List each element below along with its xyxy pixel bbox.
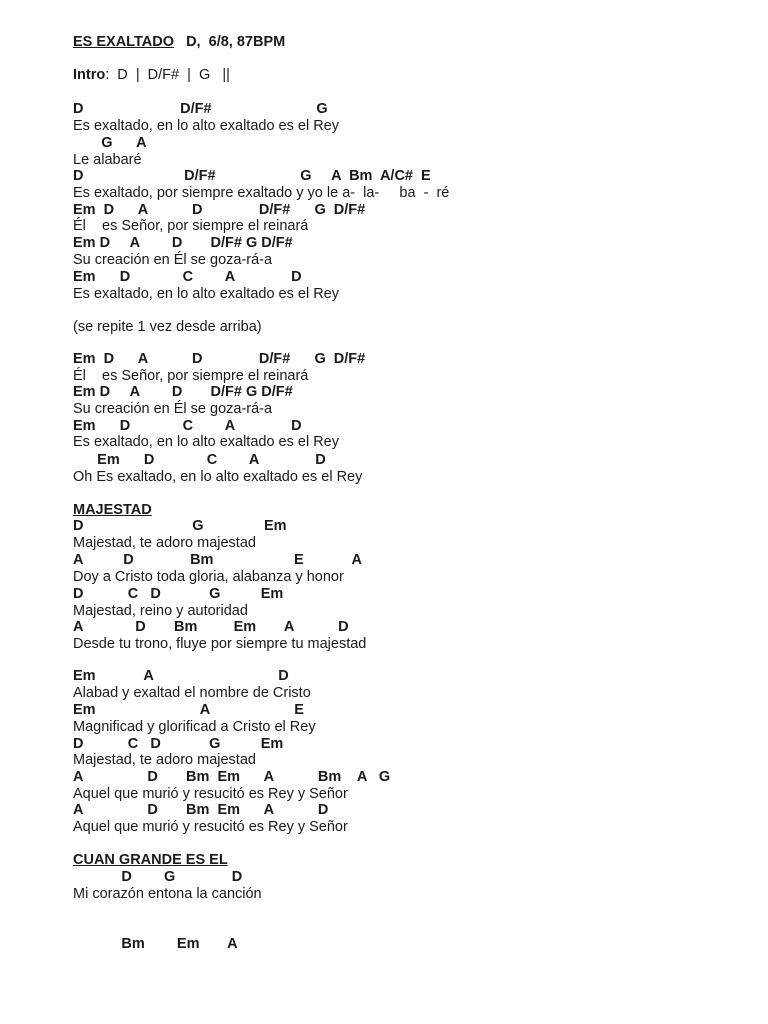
lyric-line: Es exaltado, en lo alto exaltado es el Rey <box>73 118 339 134</box>
lyric-line: Aquel que murió y resucitó es Rey y Señor <box>73 786 348 802</box>
lyric-line: Su creación en Él se goza-rá-a <box>73 252 273 268</box>
lyric-line: Majestad, reino y autoridad <box>73 603 248 619</box>
chord-line: Em D A D D/F# G D/F# <box>73 202 366 218</box>
lyric-line: Oh Es exaltado, en lo alto exaltado es el Rey <box>73 469 363 485</box>
repeat-note: (se repite 1 vez desde arriba) <box>73 319 262 335</box>
song-title-es-exaltado <box>73 34 285 51</box>
song-meta: D, 6/8, 87BPM <box>173 34 286 50</box>
chord-line: Em D A D D/F# G D/F# <box>73 235 293 251</box>
chord-line: A D Bm Em A D <box>73 802 329 818</box>
lyric-line: Es exaltado, en lo alto exaltado es el Rey <box>73 434 339 450</box>
chord-line: D G D <box>73 869 243 885</box>
chord-line: D C D G Em <box>73 586 284 602</box>
chord-line: Em D A D D/F# G D/F# <box>73 384 293 400</box>
intro-line <box>73 67 230 84</box>
chord-line: A D Bm Em A Bm A G <box>73 769 391 785</box>
lyric-line: Majestad, te adoro majestad <box>73 535 256 551</box>
lyric-line: Es exaltado, en lo alto exaltado es el Rey <box>73 286 339 302</box>
chord-line: Em D C A D <box>73 418 302 434</box>
chord-line: A D Bm E A <box>73 552 362 568</box>
lyric-line: Doy a Cristo toda gloria, alabanza y honor <box>73 569 344 585</box>
chord-line: Em A D <box>73 668 289 684</box>
song-title-text: MAJESTAD <box>73 502 152 518</box>
chord-line: D D/F# G A Bm A/C# E <box>73 168 431 184</box>
chord-line: Bm Em A <box>73 936 238 952</box>
song-title-majestad <box>73 502 152 519</box>
chord-line: Em D C A D <box>73 269 302 285</box>
lyric-line: Él es Señor, por siempre el reinará <box>73 218 309 234</box>
chord-line: D G Em <box>73 518 287 534</box>
chord-line: Em A E <box>73 702 304 718</box>
chord-line: A D Bm Em A D <box>73 619 349 635</box>
lyric-line: Su creación en Él se goza-rá-a <box>73 401 273 417</box>
lyric-line: Alabad y exaltad el nombre de Cristo <box>73 685 311 701</box>
song-title-cuan-grande <box>73 852 228 869</box>
lyric-line: Él es Señor, por siempre el reinará <box>73 368 309 384</box>
lyric-line: Le alabaré <box>73 152 142 168</box>
intro-label: Intro <box>73 67 106 83</box>
song-title-text: CUAN GRANDE ES EL <box>73 852 228 868</box>
lyric-line: Es exaltado, por siempre exaltado y yo le a- la- ba - ré <box>73 185 450 201</box>
song-title-text: ES EXALTADO <box>73 34 174 50</box>
chord-line: D D/F# G <box>73 101 328 117</box>
lyric-line: Aquel que murió y resucitó es Rey y Señor <box>73 819 348 835</box>
lyric-line: Magnificad y glorificad a Cristo el Rey <box>73 719 316 735</box>
lyric-line: Mi corazón entona la canción <box>73 886 262 902</box>
chord-line: D C D G Em <box>73 736 284 752</box>
chord-line: G A <box>73 135 147 151</box>
lyric-line: Majestad, te adoro majestad <box>73 752 256 768</box>
chord-line: Em D C A D <box>73 452 326 468</box>
lyric-line: Desde tu trono, fluye por siempre tu majestad <box>73 636 367 652</box>
chord-line: Em D A D D/F# G D/F# <box>73 351 366 367</box>
intro-chords: : D | D/F# | G || <box>105 67 230 83</box>
